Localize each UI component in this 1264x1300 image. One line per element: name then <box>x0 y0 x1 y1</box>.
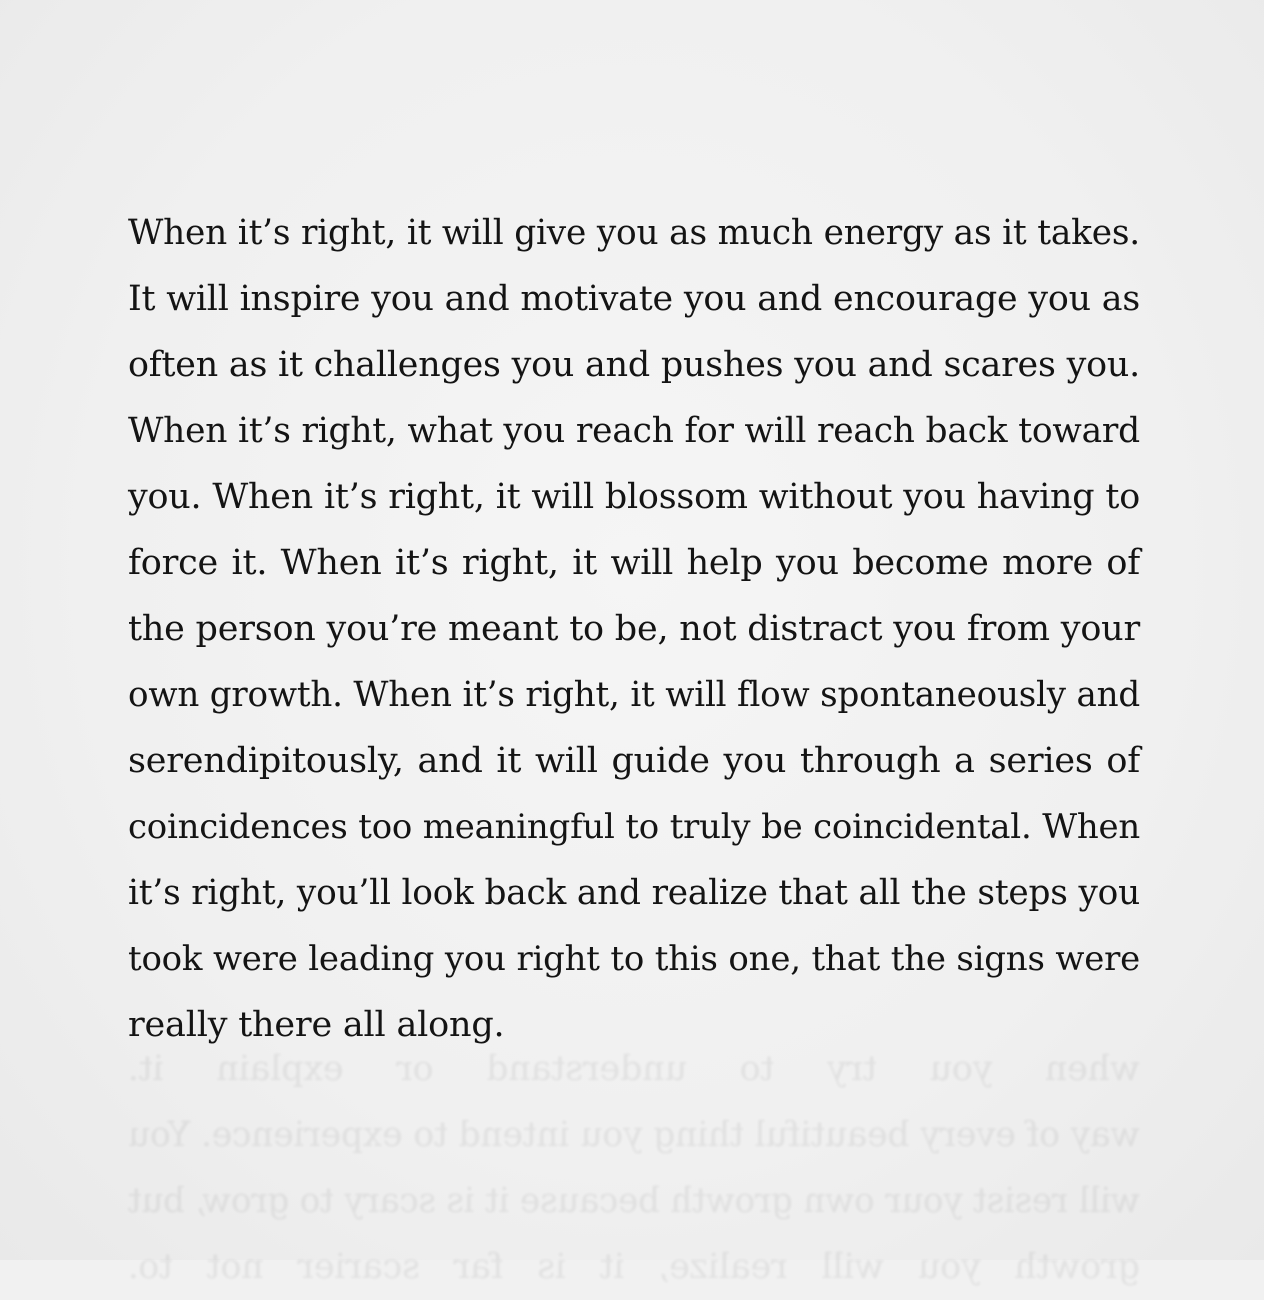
passage-line: often as it challenges you and pushes you and scares you. <box>128 345 1140 385</box>
passage-line: you. When it’s right, it will blossom without you having to <box>128 477 1140 517</box>
passage-line: the person you’re meant to be, not distract you from your <box>128 609 1140 649</box>
bleed-line: when you try to understand or explain it. <box>128 1049 1140 1089</box>
passage-line: When it’s right, what you reach for will reach back toward <box>128 411 1140 451</box>
passage-line: serendipitously, and it will guide you through a series of <box>128 741 1140 781</box>
bleed-line: way of every beautiful thing you intend to experience. You <box>128 1115 1140 1155</box>
bleed-line: growth you will realize, it is far scarier not to. <box>128 1247 1140 1287</box>
passage-line: It will inspire you and motivate you and encourage you as <box>128 279 1140 319</box>
bleed-line: will resist your own growth because it is scary to grow, but <box>128 1181 1140 1221</box>
passage-line: it’s right, you’ll look back and realize that all the steps you <box>128 873 1140 913</box>
passage-line: own growth. When it’s right, it will flow spontaneously and <box>128 675 1140 715</box>
passage-text <box>128 200 1140 1058</box>
passage-line: took were leading you right to this one, that the signs were <box>128 939 1140 979</box>
passage-line: coincidences too meaningful to truly be coincidental. When <box>128 807 1140 846</box>
passage-line: really there all along. <box>128 1005 505 1045</box>
passage-line: force it. When it’s right, it will help you become more of <box>128 543 1140 583</box>
bleed-through-text <box>128 1036 1140 1300</box>
passage-line: When it’s right, it will give you as much energy as it takes. <box>128 213 1140 253</box>
